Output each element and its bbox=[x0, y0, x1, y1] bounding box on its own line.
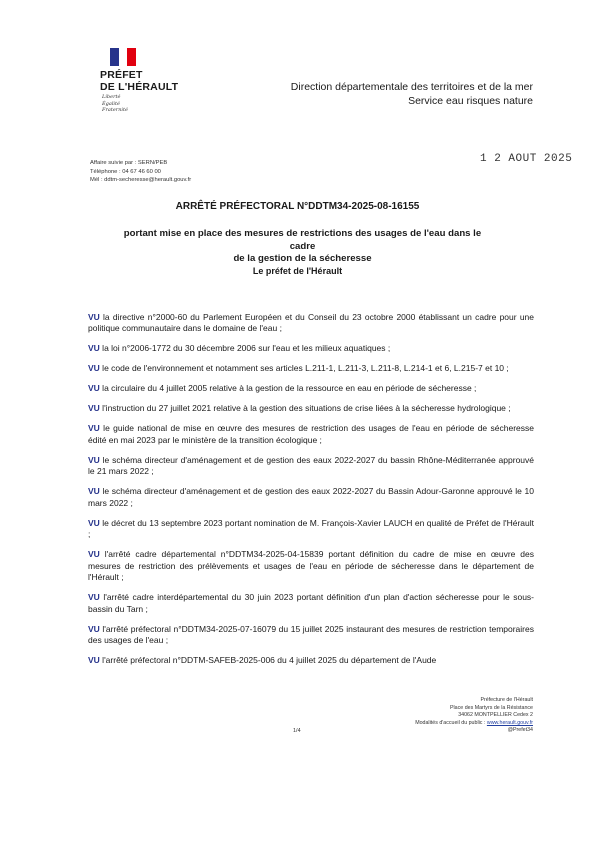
footer-prefecture: Préfecture de l'Hérault bbox=[480, 697, 533, 703]
motto-liberte: Liberté bbox=[102, 94, 121, 100]
visa-text: le schéma directeur d'aménagement et de gestion des eaux 2022-2027 du Bassin Adour-Garonne approuvé le 10 mars 2022 ; bbox=[88, 486, 534, 508]
affaire-email: Mél : ddtm-secheresse@herault.gouv.fr bbox=[90, 177, 192, 183]
visa-item bbox=[88, 403, 534, 415]
subtitle-line-1: portant mise en place des mesures de restrictions des usages de l'eau dans le cadre bbox=[123, 228, 482, 252]
visa-text: la circulaire du 4 juillet 2005 relative à la gestion de la ressource en eau en période de sécheresse ; bbox=[99, 383, 477, 393]
visas-list bbox=[88, 303, 534, 673]
visa-item bbox=[88, 655, 534, 667]
direction-name: Direction départementale des territoires et de la mer bbox=[290, 81, 533, 93]
footer-address bbox=[415, 697, 533, 735]
vu-label: VU bbox=[88, 403, 100, 413]
visa-item bbox=[88, 312, 534, 335]
vu-label: VU bbox=[88, 517, 100, 528]
date-stamp: 1 2 AOUT 2025 bbox=[480, 153, 573, 165]
vu-label: VU bbox=[88, 486, 100, 496]
visa-text: l'instruction du 27 juillet 2021 relative à la gestion des situations de crise liées à la sécheresse hydrologique ; bbox=[99, 403, 511, 413]
visa-item bbox=[88, 486, 534, 509]
vu-label: VU bbox=[88, 311, 100, 322]
visa-text: l'arrêté préfectoral n°DDTM-SAFEB-2025-006 du 4 juillet 2025 du département de l'Aude bbox=[99, 655, 437, 665]
visa-text: l'arrêté cadre interdépartemental du 30 juin 2023 portant définition d'un plan d'action sécheresse pour le sous-bassin du Tarn ; bbox=[88, 592, 534, 614]
vu-label: VU bbox=[88, 363, 100, 373]
affaire-telephone: Téléphone : 04 67 46 60 00 bbox=[90, 168, 161, 175]
subtitle-line-2: de la gestion de la sécheresse bbox=[233, 253, 372, 264]
visa-item bbox=[88, 363, 534, 375]
motto-egalite: Égalité bbox=[102, 100, 120, 107]
footer-twitter: @Prefet34 bbox=[507, 727, 533, 734]
visa-item bbox=[88, 455, 534, 478]
logo-line2: DE L'HÉRAULT bbox=[100, 80, 179, 93]
visa-item bbox=[88, 423, 534, 446]
logo-line1: PRÉFET bbox=[100, 69, 143, 81]
affaire-suivie: Affaire suivie par : SERN/PEB bbox=[90, 160, 168, 166]
affaire-contact-block bbox=[90, 159, 191, 185]
footer-accueil bbox=[415, 720, 533, 728]
vu-label: VU bbox=[88, 423, 100, 433]
document-title: ARRÊTÉ PRÉFECTORAL N°DDTM34-2025-08-16155 bbox=[175, 201, 420, 212]
visa-text: le code de l'environnement et notamment ses articles L.211-1, L.211-3, L.211-8, L.214-1 et 6, L.215-7 et 10 ; bbox=[99, 363, 509, 373]
visa-text: le schéma directeur d'aménagement et de gestion des eaux 2022-2027 du bassin Rhône-Méditerranée approuvé le 21 mars 2022 ; bbox=[88, 454, 534, 476]
visa-item bbox=[88, 624, 534, 647]
visa-text: le décret du 13 septembre 2023 portant nomination de M. François-Xavier LAUCH en qualité de Préfet de l'Hérault ; bbox=[88, 517, 534, 539]
document-subtitle bbox=[110, 228, 495, 266]
visa-text: l'arrêté cadre départemental n°DDTM34-2025-04-15839 portant définition du cadre de mise en œuvre des mesures de restriction des prélèvements et usages de l'eau en période de sécheresse dans le département de l'Hérault ; bbox=[88, 549, 534, 582]
visa-item bbox=[88, 549, 534, 584]
motto-fraternite: Fraternité bbox=[102, 107, 128, 113]
footer-city: 34062 MONTPELLIER Cedex 2 bbox=[458, 712, 533, 719]
visa-item bbox=[88, 343, 534, 355]
service-name: Service eau risques nature bbox=[408, 95, 533, 107]
vu-label: VU bbox=[88, 343, 100, 353]
vu-label: VU bbox=[88, 592, 100, 602]
visa-text: l'arrêté préfectoral n°DDTM34-2025-07-16079 du 15 juillet 2025 instaurant des mesures de restriction temporaires des usages de l'eau ; bbox=[88, 623, 534, 645]
marianne-flag-icon bbox=[110, 48, 136, 66]
page-number: 1/4 bbox=[293, 728, 301, 734]
prefet-heading: Le préfet de l'Hérault bbox=[252, 266, 343, 276]
vu-label: VU bbox=[88, 623, 100, 634]
vu-label: VU bbox=[88, 383, 100, 393]
republic-motto bbox=[102, 94, 128, 114]
footer-accueil-label: Modalités d'accueil du public : bbox=[415, 719, 487, 726]
vu-label: VU bbox=[88, 655, 100, 665]
visa-item bbox=[88, 383, 534, 395]
visa-item bbox=[88, 592, 534, 615]
footer-street: Place des Martyrs de la Résistance bbox=[449, 704, 533, 711]
vu-label: VU bbox=[88, 549, 100, 559]
visa-text: la loi n°2006-1772 du 30 décembre 2006 sur l'eau et les milieux aquatiques ; bbox=[99, 343, 391, 353]
visa-text: le guide national de mise en œuvre des mesures de restriction des usages de l'eau en période de sécheresse édité en mai 2023 par le ministère de la transition écologique ; bbox=[88, 423, 534, 445]
footer-website-link[interactable]: www.herault.gouv.fr bbox=[486, 719, 533, 726]
visa-item bbox=[88, 518, 534, 541]
direction-header bbox=[291, 80, 533, 108]
vu-label: VU bbox=[88, 454, 100, 465]
logo-prefet-name bbox=[100, 70, 178, 93]
visa-text: la directive n°2000-60 du Parlement Européen et du Conseil du 23 octobre 2000 établissant un cadre pour une politique communautaire dans le domaine de l'eau ; bbox=[88, 311, 534, 333]
